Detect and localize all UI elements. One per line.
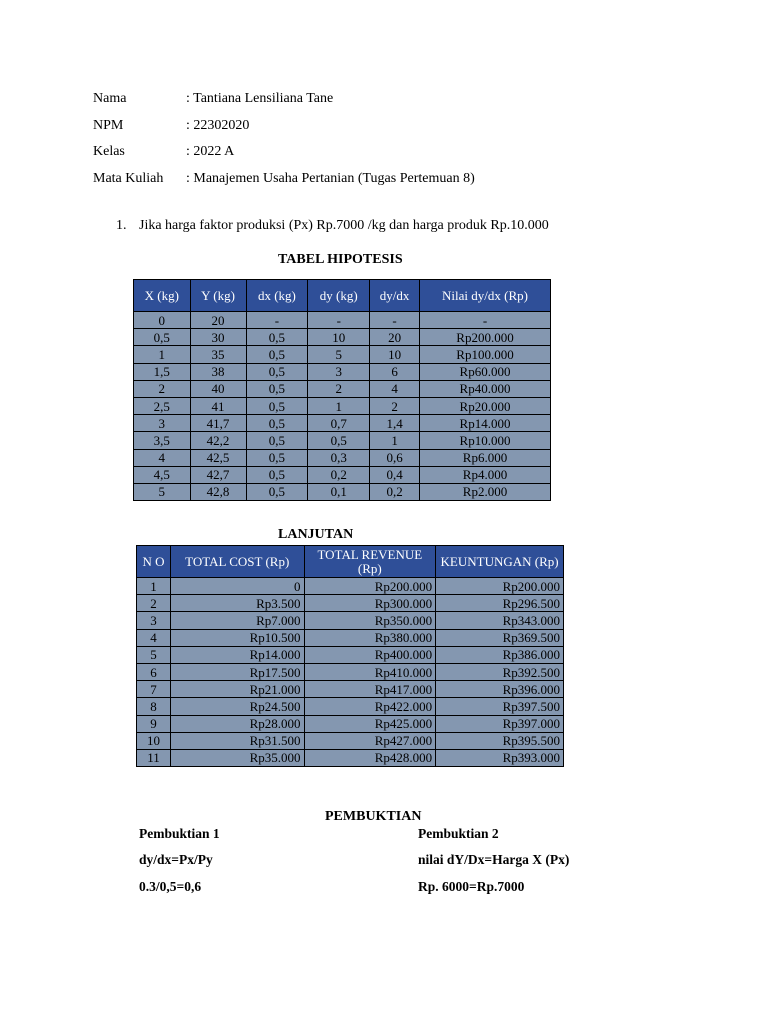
table-cell: Rp369.500 (436, 629, 564, 646)
table-row (137, 749, 564, 766)
table-cell: 6 (137, 663, 171, 680)
table-cell: 4 (137, 629, 171, 646)
table-cell: 0,5 (246, 329, 308, 346)
table-cell: 0,5 (308, 432, 370, 449)
table-cell: - (370, 312, 420, 329)
table-cell: Rp2.000 (420, 483, 551, 500)
table-cell: 1 (137, 578, 171, 595)
table-cell: Rp397.500 (436, 698, 564, 715)
table-cell: 0,1 (308, 483, 370, 500)
table-cell: 0,2 (308, 466, 370, 483)
table-cell: 1 (134, 346, 191, 363)
table-cell: 40 (190, 380, 246, 397)
table-cell: 4 (134, 449, 191, 466)
info-value: : 22302020 (186, 117, 250, 133)
info-value: : Tantiana Lensiliana Tane (186, 91, 334, 107)
info-row (93, 86, 475, 113)
table-cell: 5 (137, 646, 171, 663)
info-label: Mata Kuliah (93, 170, 164, 186)
table-cell: Rp3.500 (170, 595, 304, 612)
table-row (137, 646, 564, 663)
table-cell: 4,5 (134, 466, 191, 483)
table-cell: 3 (134, 415, 191, 432)
table-cell: 0,5 (246, 432, 308, 449)
info-row (93, 113, 475, 140)
table1-title: TABEL HIPOTESIS (278, 252, 403, 267)
table-cell: 0,7 (308, 415, 370, 432)
table-cell: Rp24.500 (170, 698, 304, 715)
table-cell: Rp427.000 (304, 732, 436, 749)
table-cell: Rp28.000 (170, 715, 304, 732)
table-row (134, 449, 551, 466)
proof1-formula: dy/dx=Px/Py (139, 852, 213, 867)
table-cell: 1,4 (370, 415, 420, 432)
table-row (137, 578, 564, 595)
table-row (134, 346, 551, 363)
table-cell: 10 (137, 732, 171, 749)
table-cell: 5 (134, 483, 191, 500)
table-row (134, 363, 551, 380)
table-cell: 0,2 (370, 483, 420, 500)
table-row (137, 629, 564, 646)
hypothesis-table (133, 279, 551, 501)
proof2-formula: nilai dY/Dx=Harga X (Px) (418, 852, 570, 867)
table-cell: 2 (308, 380, 370, 397)
table-cell: Rp410.000 (304, 663, 436, 680)
table-cell: Rp17.500 (170, 663, 304, 680)
info-label: Nama (93, 91, 127, 107)
table-cell: 41 (190, 397, 246, 414)
table-cell: Rp60.000 (420, 363, 551, 380)
table-cell: 0,5 (246, 346, 308, 363)
table-cell: Rp40.000 (420, 380, 551, 397)
table-cell: 35 (190, 346, 246, 363)
table-cell: 0 (170, 578, 304, 595)
table-cell: 5 (308, 346, 370, 363)
column-header: Y (kg) (190, 280, 246, 312)
table-row (137, 698, 564, 715)
table-cell: 0,5 (134, 329, 191, 346)
table-cell: 2 (137, 595, 171, 612)
proof1-title: Pembuktian 1 (139, 826, 220, 841)
question-text: Jika harga faktor produksi (Px) Rp.7000 /kg dan harga produk Rp.10.000 (139, 218, 549, 233)
table-cell: 3,5 (134, 432, 191, 449)
question-number: 1. (116, 218, 127, 233)
table-cell: Rp10.500 (170, 629, 304, 646)
table-cell: 2 (134, 380, 191, 397)
continuation-table (136, 545, 564, 767)
table-cell: 1,5 (134, 363, 191, 380)
table-cell: 10 (370, 346, 420, 363)
table-cell: 11 (137, 749, 171, 766)
table-cell: 0 (134, 312, 191, 329)
table-cell: Rp7.000 (170, 612, 304, 629)
question-1 (116, 218, 549, 234)
table-row (137, 715, 564, 732)
table-cell: 1 (370, 432, 420, 449)
column-header: TOTAL REVENUE (Rp) (304, 546, 436, 578)
table-cell: Rp395.500 (436, 732, 564, 749)
table-cell: Rp4.000 (420, 466, 551, 483)
info-value: : 2022 A (186, 144, 235, 160)
table-cell: 42,5 (190, 449, 246, 466)
table-cell: Rp350.000 (304, 612, 436, 629)
table-cell: Rp417.000 (304, 681, 436, 698)
table-cell: Rp386.000 (436, 646, 564, 663)
table-cell: Rp428.000 (304, 749, 436, 766)
column-header: dy/dx (370, 280, 420, 312)
table-cell: Rp397.000 (436, 715, 564, 732)
table-cell: Rp300.000 (304, 595, 436, 612)
table-cell: Rp200.000 (420, 329, 551, 346)
table-row (137, 595, 564, 612)
table-cell: 0,5 (246, 363, 308, 380)
student-info (93, 86, 475, 192)
proof2-title: Pembuktian 2 (418, 826, 499, 841)
info-row (93, 139, 475, 166)
table-cell: Rp343.000 (436, 612, 564, 629)
table-cell: 41,7 (190, 415, 246, 432)
table-cell: Rp21.000 (170, 681, 304, 698)
table-cell: 7 (137, 681, 171, 698)
table-cell: Rp396.000 (436, 681, 564, 698)
table-cell: 20 (190, 312, 246, 329)
table-cell: Rp393.000 (436, 749, 564, 766)
table-row (134, 312, 551, 329)
table-cell: 0,5 (246, 380, 308, 397)
table-cell: Rp380.000 (304, 629, 436, 646)
column-header: TOTAL COST (Rp) (170, 546, 304, 578)
column-header: KEUNTUNGAN (Rp) (436, 546, 564, 578)
table-row (137, 663, 564, 680)
table-row (137, 732, 564, 749)
table-cell: 42,2 (190, 432, 246, 449)
table-cell: 2,5 (134, 397, 191, 414)
table-cell: Rp31.500 (170, 732, 304, 749)
table-row (134, 415, 551, 432)
table-cell: Rp392.500 (436, 663, 564, 680)
table-row (134, 432, 551, 449)
table-cell: 0,5 (246, 466, 308, 483)
table-cell: Rp425.000 (304, 715, 436, 732)
table-cell: 42,7 (190, 466, 246, 483)
table-cell: 30 (190, 329, 246, 346)
column-header: Nilai dy/dx (Rp) (420, 280, 551, 312)
table-cell: Rp296.500 (436, 595, 564, 612)
table-cell: - (420, 312, 551, 329)
table-cell: Rp200.000 (304, 578, 436, 595)
table-cell: 0,5 (246, 449, 308, 466)
proof-title: PEMBUKTIAN (325, 809, 422, 824)
column-header: X (kg) (134, 280, 191, 312)
table-cell: 1 (308, 397, 370, 414)
table-cell: 0,5 (246, 415, 308, 432)
column-header: dx (kg) (246, 280, 308, 312)
table-cell: Rp422.000 (304, 698, 436, 715)
column-header: N O (137, 546, 171, 578)
info-row (93, 166, 475, 193)
table-cell: - (246, 312, 308, 329)
table-row (134, 466, 551, 483)
table-cell: Rp35.000 (170, 749, 304, 766)
table-cell: 0,5 (246, 483, 308, 500)
table-cell: 6 (370, 363, 420, 380)
table-cell: Rp6.000 (420, 449, 551, 466)
table-cell: 0,4 (370, 466, 420, 483)
table-cell: - (308, 312, 370, 329)
table-cell: 3 (137, 612, 171, 629)
column-header: dy (kg) (308, 280, 370, 312)
table-cell: Rp20.000 (420, 397, 551, 414)
table-cell: 10 (308, 329, 370, 346)
table-cell: 3 (308, 363, 370, 380)
table-row (134, 329, 551, 346)
table-cell: 42,8 (190, 483, 246, 500)
table-cell: 4 (370, 380, 420, 397)
info-label: NPM (93, 117, 124, 133)
table2-title: LANJUTAN (278, 527, 354, 542)
table-row (137, 612, 564, 629)
table-cell: 9 (137, 715, 171, 732)
table-cell: 2 (370, 397, 420, 414)
proof1-calculation: 0.3/0,5=0,6 (139, 879, 202, 894)
table-cell: 20 (370, 329, 420, 346)
table-row (134, 397, 551, 414)
table-cell: 8 (137, 698, 171, 715)
table-cell: 0,3 (308, 449, 370, 466)
table-cell: Rp14.000 (170, 646, 304, 663)
table-cell: 0,5 (246, 397, 308, 414)
table-cell: 0,6 (370, 449, 420, 466)
table-cell: Rp100.000 (420, 346, 551, 363)
table-cell: 38 (190, 363, 246, 380)
table-row (134, 380, 551, 397)
table-row (137, 681, 564, 698)
table-row (134, 483, 551, 500)
proof2-calculation: Rp. 6000=Rp.7000 (418, 879, 525, 894)
info-value: : Manajemen Usaha Pertanian (Tugas Pertemuan 8) (186, 170, 475, 186)
table-cell: Rp10.000 (420, 432, 551, 449)
table-cell: Rp400.000 (304, 646, 436, 663)
table-cell: Rp200.000 (436, 578, 564, 595)
table-cell: Rp14.000 (420, 415, 551, 432)
info-label: Kelas (93, 144, 125, 160)
